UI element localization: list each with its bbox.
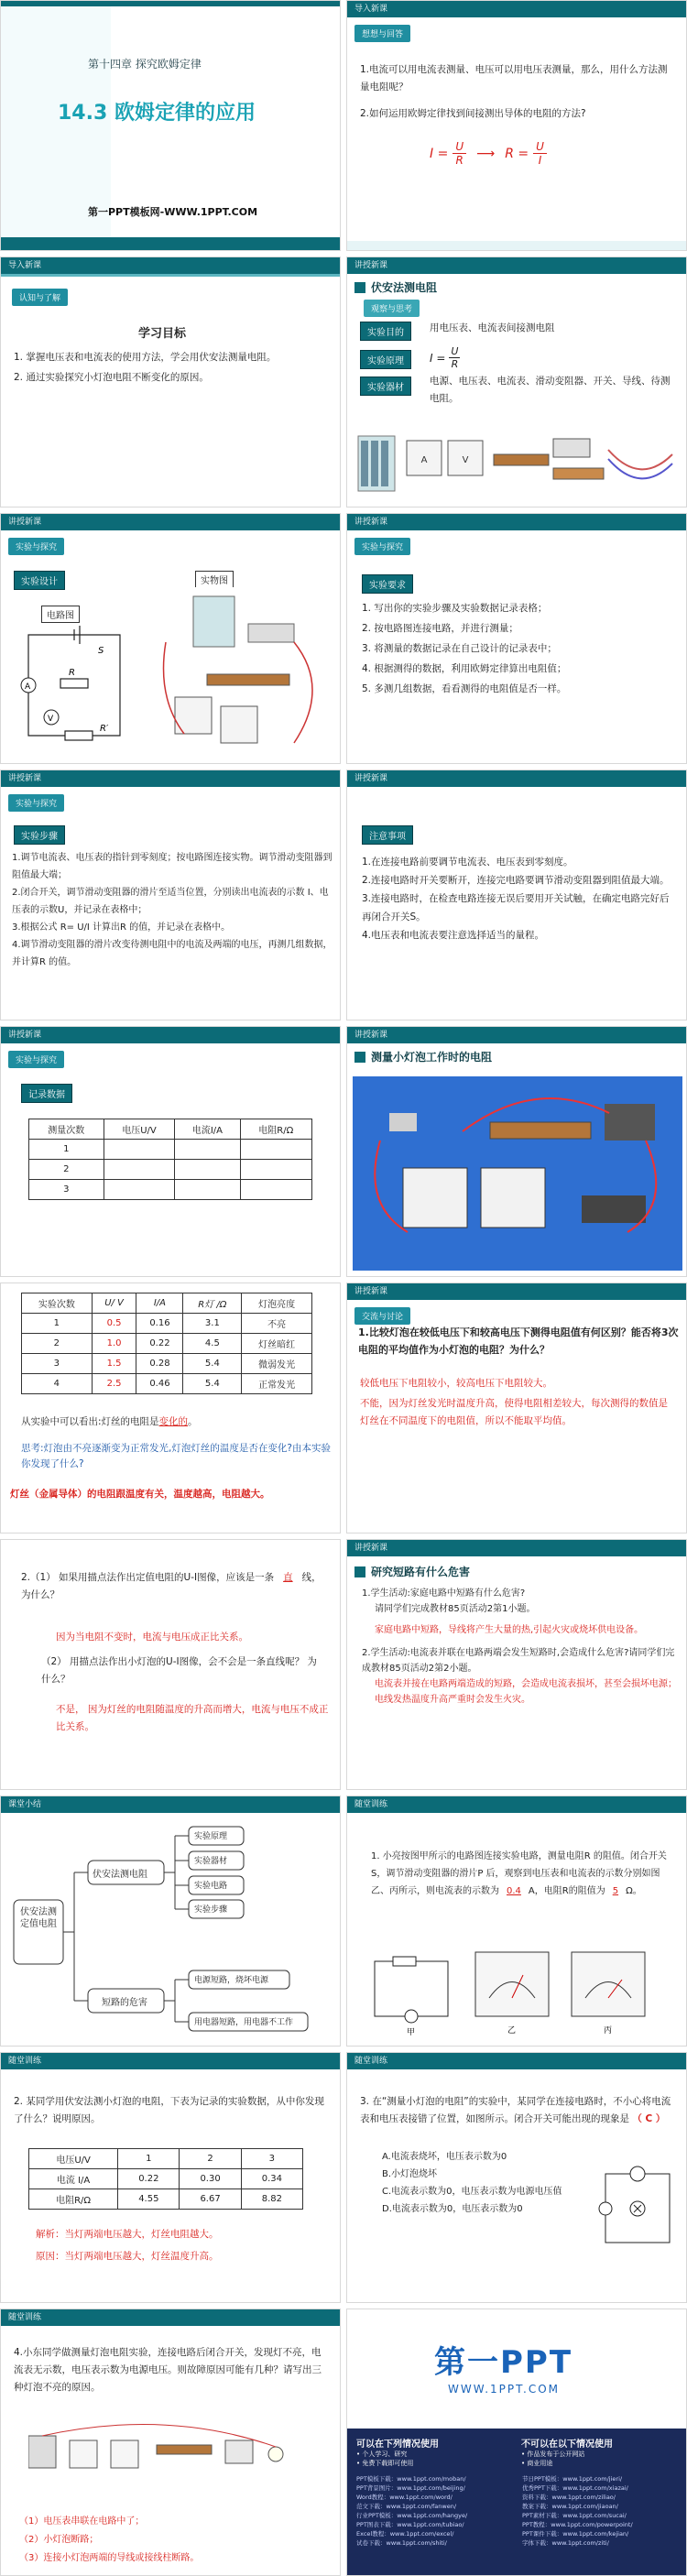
slide-header: 讲授新课 xyxy=(347,770,686,787)
mindmap-leaf: 实验原理 xyxy=(194,1832,228,1841)
table-cell xyxy=(104,1180,175,1200)
table-cell xyxy=(175,1140,240,1160)
label-notes: 注意事项 xyxy=(362,825,413,845)
table-cell: 5.4 xyxy=(183,1354,242,1374)
option-a: A.电流表烧坏，电压表示数为0 xyxy=(382,2152,507,2162)
bulb-table xyxy=(21,1293,312,1394)
exercise-figure xyxy=(365,1943,677,2039)
resource-link[interactable]: 行业PPT模板：www.1ppt.com/hangye/ xyxy=(356,2512,468,2519)
slide-discussion xyxy=(346,1283,687,1534)
table-cell: 0.5 xyxy=(92,1314,136,1334)
chapter-title: 第十四章 探究欧姆定律 xyxy=(88,58,202,71)
table-cell xyxy=(175,1160,240,1180)
resource-link[interactable]: 节日PPT模板：www.1ppt.com/jieri/ xyxy=(522,2475,623,2483)
table-cell xyxy=(240,1140,312,1160)
table-header-row xyxy=(22,1293,312,1314)
question-2-1 xyxy=(21,1569,323,1604)
exercise-text: 1. 小亮按图甲所示的电路图连接实验电路，测量电阻R 的阻值。闭合开关S，调节滑动变阻器的滑片P 后，观察到电压表和电流表的示数分别如图乙、丙所示，则电流表的示数为 xyxy=(371,1851,667,1896)
formula-den1: R xyxy=(455,154,463,167)
slide-short-circuit xyxy=(346,1539,687,1790)
resource-link[interactable]: 范文下载：www.1ppt.com/fanwen/ xyxy=(356,2503,457,2510)
usage-line: • 商业用途 xyxy=(521,2460,553,2467)
slide-header: 讲授新课 xyxy=(347,257,686,274)
table-cell: 1.5 xyxy=(92,1354,136,1374)
table-header-row xyxy=(29,1119,312,1140)
table-cell: 4 xyxy=(22,1374,93,1394)
mindmap-leaf: 实验电路 xyxy=(194,1882,228,1891)
goal-1: 1. 掌握电压表和电流表的使用方法，学会用伏安法测量电阻。 xyxy=(14,352,277,363)
list-item: 2. 按电路图连接电路，并进行测量； xyxy=(362,623,518,634)
option-c: C.电流表示数为0，电压表示数为电源电压值 xyxy=(382,2187,562,2197)
section-title: 伏安法测电阻 xyxy=(371,281,438,294)
requirement-list xyxy=(362,600,678,698)
label-principle: 实验原理 xyxy=(360,350,411,369)
exercise-text: A，电阻R的阻值为 xyxy=(528,1886,605,1896)
table-cell: 电流 I/A xyxy=(29,2169,118,2189)
usage-title: 不可以在以下情况使用 xyxy=(521,2440,613,2450)
slide-ui-graph xyxy=(0,1539,341,1790)
equipment-image xyxy=(356,431,679,500)
mindmap-center: 伏安法测定值电阻 xyxy=(20,1907,57,1929)
exercise-4-answers xyxy=(19,2513,335,2568)
slide-intro-questions xyxy=(346,0,687,251)
table-cell: 0.30 xyxy=(180,2169,241,2189)
square-icon xyxy=(354,282,365,293)
resource-link[interactable]: 教案下载：www.1ppt.com/jiaoan/ xyxy=(522,2503,618,2510)
arrow-icon: ⟶ xyxy=(476,146,496,161)
table-cell: 不亮 xyxy=(242,1314,312,1334)
formula-i: I = xyxy=(430,146,449,161)
exercise-2-table xyxy=(28,2148,303,2210)
formula-num1: U xyxy=(453,140,466,154)
label-equipment: 实验器材 xyxy=(360,377,411,396)
answer-item: （3）连接小灯泡两端的导线或接线柱断路。 xyxy=(19,2553,200,2563)
figure-label-a: 甲 xyxy=(407,2028,416,2037)
slide-header: 讲授新课 xyxy=(1,770,340,787)
label-requirements: 实验要求 xyxy=(362,574,413,594)
section-tag: 实验与探究 xyxy=(8,538,64,555)
mindmap-leaf: 实验步骤 xyxy=(194,1905,228,1915)
experiment-photo xyxy=(353,1076,682,1271)
bulb-conclusion: 灯丝（金属导体）的电阻跟温度有关，温度越高，电阻越大。 xyxy=(10,1489,270,1500)
slide-header: 讲授新课 xyxy=(347,1540,686,1556)
table-row xyxy=(22,1374,312,1394)
table-cell: 1 xyxy=(29,1140,104,1160)
mindmap-leaf: 用电器短路，用电器不工作 xyxy=(194,2018,294,2027)
table-cell: 0.34 xyxy=(241,2169,302,2189)
section-tag: 想想与回答 xyxy=(354,25,410,42)
short-circuit-content xyxy=(362,1586,678,1708)
table-cell: 3 xyxy=(29,1180,104,1200)
table-header: R灯 /Ω xyxy=(183,1293,242,1314)
answer-item: （2）小灯泡断路； xyxy=(19,2535,99,2545)
slide-title xyxy=(0,0,341,251)
table-cell: 4.55 xyxy=(118,2189,180,2210)
exercise-4-figure xyxy=(28,2418,303,2491)
steps-list xyxy=(12,849,333,971)
exercise-1-text xyxy=(371,1848,678,1900)
slide-header: 随堂训练 xyxy=(347,2053,686,2069)
question-text: 3. 在“测量小灯泡的电阻”的实验中，某同学在连接电路时，不小心将电流表和电压表接错了位置，如图所示。闭合开关可能出现的现象是 xyxy=(360,2096,671,2124)
resource-link[interactable]: Excel教程：www.1ppt.com/excel/ xyxy=(356,2530,454,2538)
list-item: 3.根据公式 R= U/I 计算出R 的值，并记录在表格中。 xyxy=(12,922,231,933)
activity-1-sub: 请同学们完成教材85页活动2第1小题。 xyxy=(375,1604,536,1614)
resource-link[interactable]: 资料下载：www.1ppt.com/ziliao/ xyxy=(522,2494,616,2501)
resource-link[interactable]: PPT图表下载：www.1ppt.com/tubiao/ xyxy=(356,2521,464,2528)
slide-header: 导入新课 xyxy=(1,257,340,277)
table-row xyxy=(29,2189,303,2210)
section-title: 研究短路有什么危害 xyxy=(371,1566,471,1578)
figure-label-c: 丙 xyxy=(604,2026,613,2036)
discussion-question: 1.比较灯泡在较低电压下和较高电压下测得电阻值有何区别？能否将3次电阻的平均值作为小灯泡的电阻？为什么？ xyxy=(358,1326,679,1356)
label-design: 实验设计 xyxy=(14,571,65,590)
analysis: 解析：当灯两端电压越大，灯丝电阻越大。 xyxy=(36,2229,219,2240)
table-row xyxy=(22,1354,312,1374)
table-header: I/A xyxy=(136,1293,183,1314)
table-row xyxy=(29,2169,303,2189)
table-cell: 3 xyxy=(22,1354,93,1374)
resource-link[interactable]: Word教程：www.1ppt.com/word/ xyxy=(356,2494,453,2501)
principle-num: U xyxy=(451,345,459,357)
table-header: 电阻R/Ω xyxy=(240,1119,312,1140)
value-purpose: 用电压表、电流表间接测电阻 xyxy=(430,322,555,333)
table-cell: 5.4 xyxy=(183,1374,242,1394)
slide-notes xyxy=(346,770,687,1021)
resource-links xyxy=(356,2474,679,2547)
slide-header: 随堂训练 xyxy=(347,1796,686,1813)
table-header: 测量次数 xyxy=(29,1119,104,1140)
table-cell xyxy=(240,1160,312,1180)
label-record: 记录数据 xyxy=(21,1084,72,1103)
table-header: 灯泡亮度 xyxy=(242,1293,312,1314)
table-cell: 1 xyxy=(22,1314,93,1334)
rheostat-r: R′ xyxy=(100,724,109,734)
answer-1: 较低电压下电阻较小，较高电压下电阻较大。 xyxy=(360,1378,552,1389)
table-cell: 灯丝暗红 xyxy=(242,1334,312,1354)
slide-summary xyxy=(0,1796,341,2047)
table-cell: 电阻R/Ω xyxy=(29,2189,118,2210)
resource-link[interactable]: 试卷下载：www.1ppt.com/shiti/ xyxy=(356,2539,447,2547)
exercise-3-options xyxy=(382,2148,593,2218)
table-cell: 0.22 xyxy=(118,2169,180,2189)
slide-record xyxy=(0,1026,341,1277)
square-icon xyxy=(354,1566,365,1577)
question-end: 线，为什么？ xyxy=(21,1572,322,1600)
question-2-2: （2） 用描点法作出小灯泡的U-I图像，会不会是一条直线呢？ 为什么？ xyxy=(41,1656,317,1685)
table-row xyxy=(29,1140,312,1160)
table-header: 1 xyxy=(118,2149,180,2169)
resource-link[interactable]: PPT课件下载：www.1ppt.com/kejian/ xyxy=(522,2530,629,2538)
list-item: 1.调节电流表、电压表的指针到零刻度；按电路图连接实物。调节滑动变阻器到阻值最大端； xyxy=(12,853,333,880)
question-1: 1.电流可以用电流表测量、电压可以用电压表测量，那么，用什么方法测量电阻呢？ xyxy=(360,64,668,93)
switch-s: S xyxy=(98,646,104,656)
label-purpose: 实验目的 xyxy=(360,322,411,341)
reason: 原因：当灯两端电压越大，灯丝温度升高。 xyxy=(36,2251,219,2262)
answer-resistance: 5 xyxy=(612,1886,619,1896)
list-item: 5. 多测几组数据，看看测得的电阻值是否一样。 xyxy=(362,683,567,694)
svg-text:V: V xyxy=(462,455,469,465)
table-header: 3 xyxy=(241,2149,302,2169)
answer-1: 因为当电阻不变时，电流与电压成正比关系。 xyxy=(56,1632,248,1643)
table-cell xyxy=(104,1140,175,1160)
slide-goals xyxy=(0,257,341,508)
section-tag: 实验与探究 xyxy=(354,538,410,555)
square-icon xyxy=(354,1052,365,1063)
slide-header: 课堂小结 xyxy=(1,1796,340,1813)
formula-den2: I xyxy=(538,154,542,167)
slide-header: 讲授新课 xyxy=(347,1283,686,1300)
resource-link[interactable]: 字体下载：www.1ppt.com/ziti/ xyxy=(522,2539,609,2547)
table-header: U/ V xyxy=(92,1293,136,1314)
table-cell: 2 xyxy=(22,1334,93,1354)
photo-label: 实物图 xyxy=(195,571,234,588)
formula xyxy=(430,140,547,167)
question-text: 2.（1） 如果用描点法作出定值电阻的U-I图像，应该是一条 xyxy=(21,1572,275,1583)
conclusion-line xyxy=(21,1414,333,1431)
slide-exercise-4 xyxy=(0,2309,341,2576)
question-answer: 直 xyxy=(283,1572,293,1583)
table-header: 电压U/V xyxy=(29,2149,118,2169)
brand-logo: 第一PPT xyxy=(434,2344,573,2381)
exercise-2-question: 2. 某同学用伏安法测小灯泡的电阻，下表为记录的实验数据，从中你发现了什么？说明原因。 xyxy=(14,2096,324,2124)
list-item: 2.闭合开关，调节滑动变阻器的滑片至适当位置，分别读出电流表的示数 I、电压表的示数U，并记录在表格中； xyxy=(12,888,329,915)
table-cell: 0.28 xyxy=(136,1354,183,1374)
mindmap-node: 短路的危害 xyxy=(102,1998,147,2008)
table-cell: 0.16 xyxy=(136,1314,183,1334)
table-cell: 微弱发光 xyxy=(242,1354,312,1374)
question-answer: （ C ） xyxy=(632,2113,666,2124)
section-tag: 认知与了解 xyxy=(12,289,68,306)
table-cell xyxy=(240,1180,312,1200)
slide-header: 讲授新课 xyxy=(1,514,340,530)
table-cell: 3.1 xyxy=(183,1314,242,1334)
section-tag: 交流与讨论 xyxy=(354,1307,410,1325)
think-question: 思考:灯泡由不亮逐渐变为正常发光,灯泡灯丝的温度是否在变化?由本实验你发现了什么? xyxy=(21,1443,331,1469)
exercise-4-question: 4.小东同学做测量灯泡电阻实验，连接电路后闭合开关，发现灯不亮，电流表无示数，电压表示数为电源电压。则故障原因可能有几种？请写出三种灯泡不亮的原因。 xyxy=(14,2347,322,2393)
resource-link[interactable]: PPT背景图片：www.1ppt.com/beijing/ xyxy=(356,2484,465,2492)
table-row xyxy=(29,1160,312,1180)
section-tag: 实验与探究 xyxy=(8,1051,64,1068)
conclusion-end: 。 xyxy=(188,1416,198,1427)
table-row xyxy=(22,1314,312,1334)
slide-header: 讲授新课 xyxy=(347,514,686,530)
mindmap-leaf: 实验器材 xyxy=(194,1857,228,1866)
exercise-3-question xyxy=(360,2093,676,2128)
list-item: 1. 写出你的实验步骤及实验数据记录表格； xyxy=(362,603,548,614)
table-cell: 2.5 xyxy=(92,1374,136,1394)
principle-den: R xyxy=(451,358,459,370)
slide-steps xyxy=(0,770,341,1021)
ammeter-a: A xyxy=(25,682,31,692)
activity-1: 1.学生活动:家庭电路中短路有什么危害? xyxy=(362,1588,526,1599)
formula-r: R = xyxy=(505,146,529,161)
table-header: 2 xyxy=(180,2149,241,2169)
table-cell xyxy=(104,1160,175,1180)
formula-num2: U xyxy=(533,140,547,154)
table-cell: 0.22 xyxy=(136,1334,183,1354)
principle-formula xyxy=(430,345,460,370)
usage-title: 可以在下列情况使用 xyxy=(356,2440,439,2450)
slide-header: 导入新课 xyxy=(347,1,686,17)
activity-2-answer: 电流表并接在电路两端造成的短路，会造成电流表损坏，甚至会损坏电源；电线发热温度升高严重时会发生火灾。 xyxy=(375,1679,677,1705)
table-row xyxy=(22,1334,312,1354)
slide-exercise-3 xyxy=(346,2052,687,2303)
answer-item: （1）电压表串联在电路中了； xyxy=(19,2516,145,2527)
value-equipment: 电源、电压表、电流表、滑动变阻器、开关、导线、待测电阻。 xyxy=(430,376,671,404)
slide-bulb-data xyxy=(0,1283,341,1534)
list-item: 1.在连接电路前要调节电流表、电压表到零刻度。 xyxy=(362,857,573,868)
list-item: 4.电压表和电流表要注意选择适当的量程。 xyxy=(362,930,545,941)
mindmap-leaf: 电源短路，烧坏电源 xyxy=(194,1976,269,1985)
option-b: B.小灯泡烧坏 xyxy=(382,2169,438,2179)
slide-header: 随堂训练 xyxy=(1,2053,340,2069)
section-title: 测量小灯泡工作时的电阻 xyxy=(371,1051,493,1064)
svg-text:A: A xyxy=(420,455,428,465)
table-header: 电压U/V xyxy=(104,1119,175,1140)
usage-line: • 个人学习、研究 xyxy=(356,2450,408,2458)
list-item: 4.调节滑动变阻器的滑片改变待测电阻中的电流及两端的电压，再测几组数据，并计算R 的值。 xyxy=(12,940,333,967)
table-cell: 1.0 xyxy=(92,1334,136,1354)
conclusion-text: 从实验中可以看出:灯丝的电阻是 xyxy=(21,1416,159,1427)
lesson-title: 14.3 欧姆定律的应用 xyxy=(58,102,256,125)
label-steps: 实验步骤 xyxy=(14,825,65,845)
list-item: 2.连接电路时开关要断开，连接完电路要调节滑动变阻器到阻值最大端。 xyxy=(362,875,670,886)
principle-i: I = xyxy=(430,351,446,365)
table-header: 电流I/A xyxy=(175,1119,240,1140)
section-tag: 观察与思考 xyxy=(364,300,420,317)
activity-1-answer: 家庭电路中短路，导线将产生大量的热,引起火灾或烧坏供电设备。 xyxy=(375,1625,644,1635)
site-footer: 第一PPT模板网-WWW.1PPT.COM xyxy=(88,206,258,218)
exercise-3-circuit xyxy=(596,2156,681,2256)
usage-line: • 作品发布于公开网站 xyxy=(521,2450,585,2458)
answer-2: 不是， 因为灯丝的电阻随温度的升高而增大，电流与电压不成正比关系。 xyxy=(56,1704,329,1732)
table-header: 实验次数 xyxy=(22,1293,93,1314)
list-item: 3. 将测量的数据记录在自己设计的记录表中； xyxy=(362,643,557,654)
resource-link[interactable]: PPT教程：www.1ppt.com/powerpoint/ xyxy=(522,2521,633,2528)
answer-2: 不能，因为灯丝发光时温度升高，使得电阻相差较大，每次测得的数值是灯丝在不同温度下的电阻值，所以不能取平均值。 xyxy=(360,1398,668,1426)
slide-design xyxy=(0,513,341,764)
mindmap-node: 伏安法测电阻 xyxy=(93,1870,147,1880)
slide-voltammetry xyxy=(346,257,687,508)
section-tag: 实验与探究 xyxy=(8,794,64,812)
slide-bulb-resistance xyxy=(346,1026,687,1277)
table-cell: 8.82 xyxy=(241,2189,302,2210)
figure-label-b: 乙 xyxy=(507,2026,517,2036)
notes-list xyxy=(362,853,678,944)
slide-brand-end xyxy=(346,2309,687,2576)
circuit-diagram xyxy=(10,617,138,754)
voltmeter-v: V xyxy=(48,715,54,724)
resource-link[interactable]: PPT素材下载：www.1ppt.com/sucai/ xyxy=(522,2512,627,2519)
list-item: 3.连接电路时，在检查电路连接无误后要用开关试触，在确定电路完好后再闭合开关S。 xyxy=(362,893,670,922)
table-cell: 0.46 xyxy=(136,1374,183,1394)
goal-2: 2. 通过实验探究小灯泡电阻不断变化的原因。 xyxy=(14,372,209,383)
slide-requirements xyxy=(346,513,687,764)
usage-line: • 免费下载即可使用 xyxy=(356,2460,414,2467)
table-cell xyxy=(175,1180,240,1200)
resistor-r: R xyxy=(69,668,75,678)
option-d: D.电流表示数为0，电压表示数为0 xyxy=(382,2204,523,2214)
table-cell: 2 xyxy=(29,1160,104,1180)
resource-link[interactable]: PPT模板下载：www.1ppt.com/moban/ xyxy=(356,2475,466,2483)
usage-allowed xyxy=(356,2436,512,2468)
table-header-row xyxy=(29,2149,303,2169)
slide-header: 讲授新课 xyxy=(1,1027,340,1043)
exercise-text: Ω。 xyxy=(626,1886,642,1896)
resource-link[interactable]: 优秀PPT下载：www.1ppt.com/xiazai/ xyxy=(522,2484,628,2492)
apparatus-photo xyxy=(157,587,335,757)
slide-header: 随堂训练 xyxy=(1,2309,340,2326)
conclusion-answer: 变化的 xyxy=(158,1416,189,1427)
table-cell: 6.67 xyxy=(180,2189,241,2210)
slide-exercise-2 xyxy=(0,2052,341,2303)
record-table xyxy=(28,1119,312,1200)
activity-2: 2.学生活动:电流表并联在电路两端会发生短路时,会造成什么危害?请同学们完成教材85页活动2第2小题。 xyxy=(362,1648,675,1674)
question-2: 2.如何运用欧姆定律找到间接测出导体的电阻的方法? xyxy=(360,108,586,119)
list-item: 4. 根据测得的数据，利用欧姆定律算出电阻值； xyxy=(362,663,567,674)
usage-forbidden xyxy=(521,2436,677,2468)
slide-header: 讲授新课 xyxy=(347,1027,686,1043)
circuit-label: 电路图 xyxy=(41,606,80,623)
table-row xyxy=(29,1180,312,1200)
goal-title: 学习目标 xyxy=(138,327,187,341)
answer-current: 0.4 xyxy=(507,1886,521,1896)
table-cell: 正常发光 xyxy=(242,1374,312,1394)
slide-exercise-1 xyxy=(346,1796,687,2047)
brand-url: WWW.1PPT.COM xyxy=(448,2383,561,2396)
table-cell: 4.5 xyxy=(183,1334,242,1354)
